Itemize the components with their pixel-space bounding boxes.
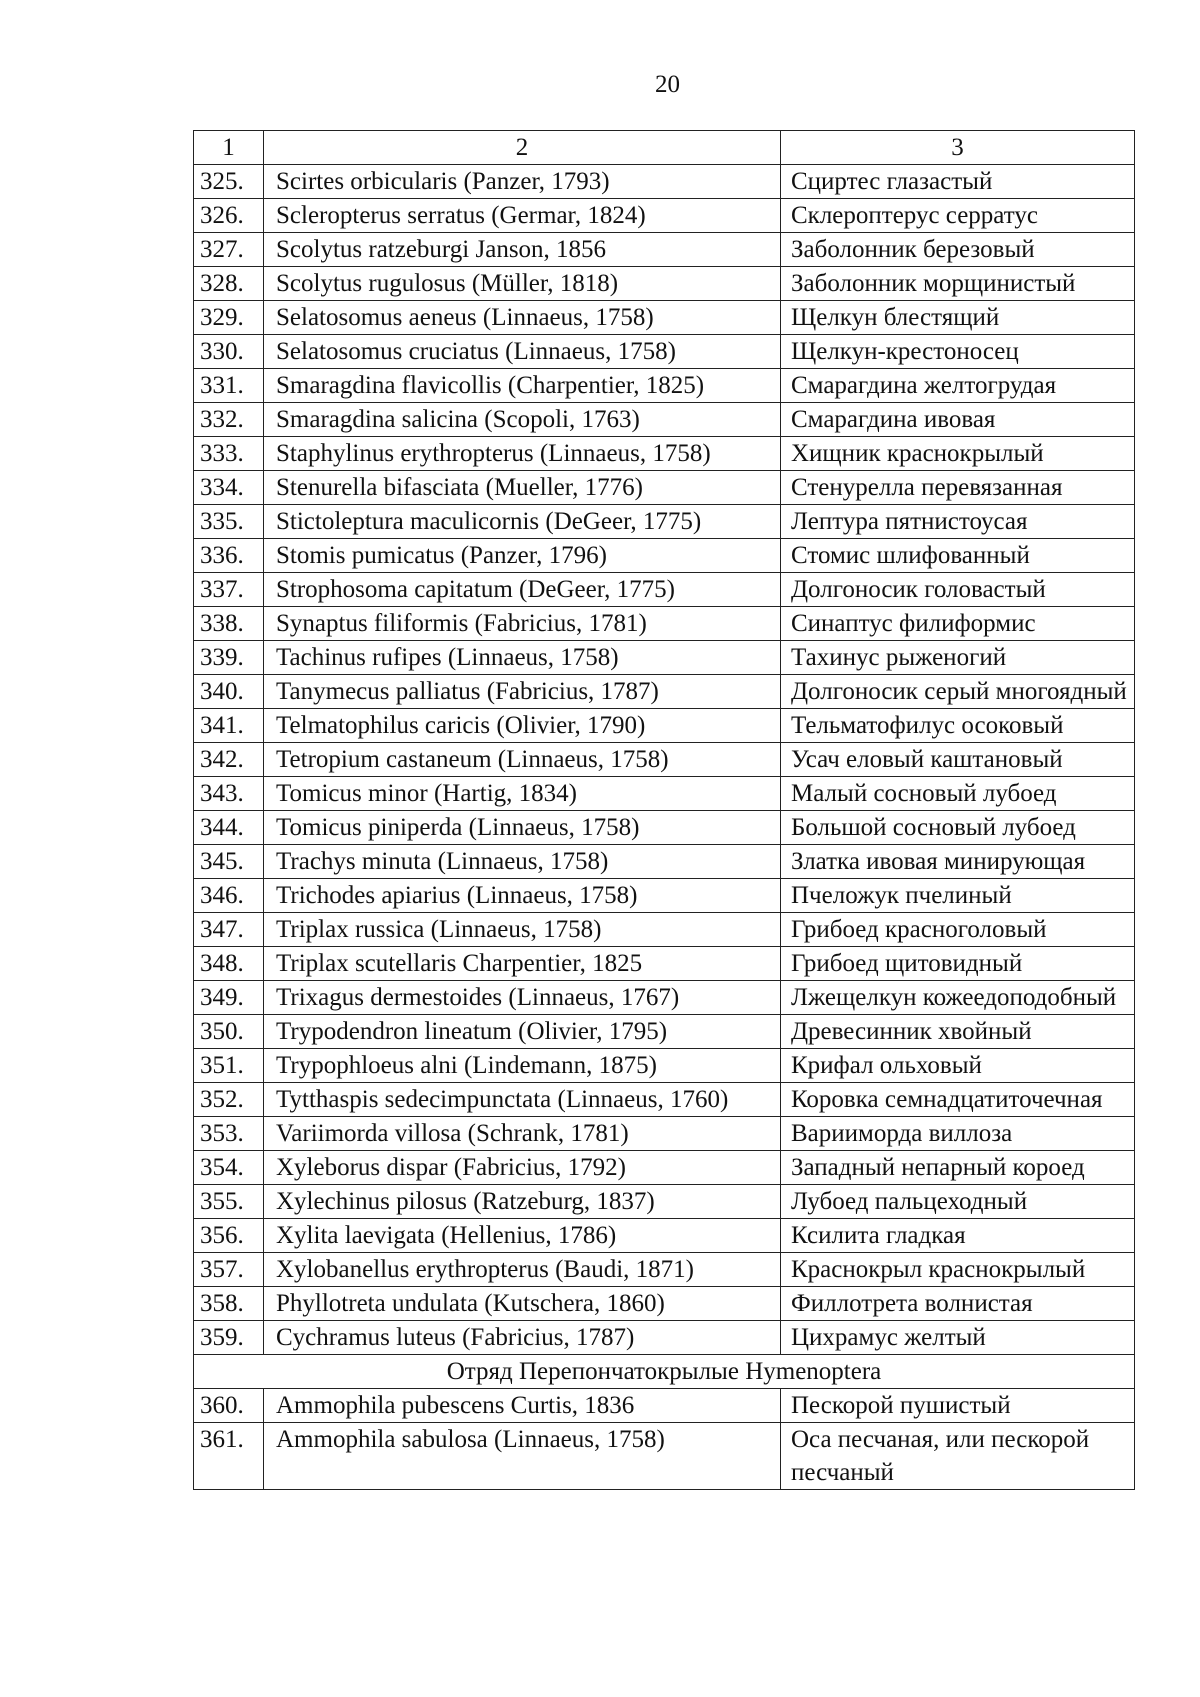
page-number: 20 bbox=[655, 71, 680, 98]
russian-name: Вариимордa виллоза bbox=[781, 1117, 1135, 1151]
table-row bbox=[194, 335, 1135, 369]
russian-name: Крифал ольховый bbox=[781, 1049, 1135, 1083]
row-number: 350. bbox=[194, 1015, 264, 1049]
table-header-row bbox=[194, 131, 1135, 165]
russian-name: Склероптерус серратус bbox=[781, 199, 1135, 233]
table-row bbox=[194, 1321, 1135, 1355]
russian-name: Щелкун блестящий bbox=[781, 301, 1135, 335]
table-row bbox=[194, 1423, 1135, 1490]
section-heading-row bbox=[194, 1355, 1135, 1389]
latin-name: Selatosomus aeneus (Linnaeus, 1758) bbox=[264, 301, 781, 335]
russian-name: Лжещелкун кожеедоподобный bbox=[781, 981, 1135, 1015]
table-row bbox=[194, 539, 1135, 573]
table-row bbox=[194, 505, 1135, 539]
species-table-body bbox=[194, 131, 1135, 1490]
table-row bbox=[194, 981, 1135, 1015]
russian-name: Смарагдина ивовая bbox=[781, 403, 1135, 437]
russian-name: Коровка семнадцатиточечная bbox=[781, 1083, 1135, 1117]
latin-name: Stictoleptura maculicornis (DeGeer, 1775) bbox=[264, 505, 781, 539]
row-number: 353. bbox=[194, 1117, 264, 1151]
row-number: 344. bbox=[194, 811, 264, 845]
table-row bbox=[194, 301, 1135, 335]
row-number: 337. bbox=[194, 573, 264, 607]
russian-name: Долгоносик головастый bbox=[781, 573, 1135, 607]
latin-name: Scirtes orbicularis (Panzer, 1793) bbox=[264, 165, 781, 199]
row-number: 333. bbox=[194, 437, 264, 471]
latin-name: Xylechinus pilosus (Ratzeburg, 1837) bbox=[264, 1185, 781, 1219]
russian-name: Лубоед пальцеходный bbox=[781, 1185, 1135, 1219]
latin-name: Cychramus luteus (Fabricius, 1787) bbox=[264, 1321, 781, 1355]
russian-name: Стомис шлифованный bbox=[781, 539, 1135, 573]
row-number: 332. bbox=[194, 403, 264, 437]
table-row bbox=[194, 165, 1135, 199]
row-number: 347. bbox=[194, 913, 264, 947]
russian-name: Ксилита гладкая bbox=[781, 1219, 1135, 1253]
latin-name: Selatosomus cruciatus (Linnaeus, 1758) bbox=[264, 335, 781, 369]
latin-name: Triplax scutellaris Charpentier, 1825 bbox=[264, 947, 781, 981]
russian-name: Краснокрыл краснокрылый bbox=[781, 1253, 1135, 1287]
russian-name: Цихрамус желтый bbox=[781, 1321, 1135, 1355]
table-row bbox=[194, 913, 1135, 947]
russian-name: Заболонник морщинистый bbox=[781, 267, 1135, 301]
russian-name: Лептура пятнистоусая bbox=[781, 505, 1135, 539]
latin-name: Stomis pumicatus (Panzer, 1796) bbox=[264, 539, 781, 573]
latin-name: Trichodes apiarius (Linnaeus, 1758) bbox=[264, 879, 781, 913]
table-row bbox=[194, 1219, 1135, 1253]
table-row bbox=[194, 879, 1135, 913]
row-number: 356. bbox=[194, 1219, 264, 1253]
latin-name: Tetropium castaneum (Linnaeus, 1758) bbox=[264, 743, 781, 777]
table-row bbox=[194, 1253, 1135, 1287]
latin-name: Tomicus piniperda (Linnaeus, 1758) bbox=[264, 811, 781, 845]
table-row bbox=[194, 811, 1135, 845]
latin-name: Scleropterus serratus (Germar, 1824) bbox=[264, 199, 781, 233]
row-number: 327. bbox=[194, 233, 264, 267]
russian-name: Древесинник хвойный bbox=[781, 1015, 1135, 1049]
table-row bbox=[194, 199, 1135, 233]
russian-name: Тахинус рыженогий bbox=[781, 641, 1135, 675]
latin-name: Xylita laevigata (Hellenius, 1786) bbox=[264, 1219, 781, 1253]
table-row bbox=[194, 641, 1135, 675]
row-number: 341. bbox=[194, 709, 264, 743]
row-number: 354. bbox=[194, 1151, 264, 1185]
russian-name: Малый сосновый лубоед bbox=[781, 777, 1135, 811]
row-number: 351. bbox=[194, 1049, 264, 1083]
russian-name: Долгоносик серый многоядный bbox=[781, 675, 1135, 709]
russian-name: Филлотрета волнистая bbox=[781, 1287, 1135, 1321]
section-heading: Отряд Перепончатокрылые Hymenoptera bbox=[194, 1355, 1135, 1389]
russian-name: Пескорой пушистый bbox=[781, 1389, 1135, 1423]
latin-name: Tomicus minor (Hartig, 1834) bbox=[264, 777, 781, 811]
species-table bbox=[193, 130, 1135, 1490]
row-number: 340. bbox=[194, 675, 264, 709]
latin-name: Trypophloeus alni (Lindemann, 1875) bbox=[264, 1049, 781, 1083]
row-number: 346. bbox=[194, 879, 264, 913]
russian-name: Сциртес глазастый bbox=[781, 165, 1135, 199]
russian-name: Оса песчаная, или пескорой песчаный bbox=[781, 1423, 1135, 1490]
row-number: 355. bbox=[194, 1185, 264, 1219]
russian-name: Златка ивовая минирующая bbox=[781, 845, 1135, 879]
table-row bbox=[194, 1151, 1135, 1185]
table-row bbox=[194, 709, 1135, 743]
latin-name: Triplax russica (Linnaeus, 1758) bbox=[264, 913, 781, 947]
table-row bbox=[194, 1287, 1135, 1321]
russian-name: Пчеложук пчелиный bbox=[781, 879, 1135, 913]
row-number: 331. bbox=[194, 369, 264, 403]
table-row bbox=[194, 947, 1135, 981]
russian-name: Большой сосновый лубоед bbox=[781, 811, 1135, 845]
russian-name: Заболонник березовый bbox=[781, 233, 1135, 267]
table-row bbox=[194, 233, 1135, 267]
russian-name: Синаптус филиформис bbox=[781, 607, 1135, 641]
latin-name: Tanymecus palliatus (Fabricius, 1787) bbox=[264, 675, 781, 709]
row-number: 328. bbox=[194, 267, 264, 301]
latin-name: Smaragdina flavicollis (Charpentier, 1825) bbox=[264, 369, 781, 403]
latin-name: Trixagus dermestoides (Linnaeus, 1767) bbox=[264, 981, 781, 1015]
latin-name: Stenurella bifasciata (Mueller, 1776) bbox=[264, 471, 781, 505]
latin-name: Synaptus filiformis (Fabricius, 1781) bbox=[264, 607, 781, 641]
header-col-1: 1 bbox=[194, 131, 264, 165]
russian-name: Грибоед щитовидный bbox=[781, 947, 1135, 981]
row-number: 342. bbox=[194, 743, 264, 777]
russian-name: Щелкун-крестоносец bbox=[781, 335, 1135, 369]
table-row bbox=[194, 403, 1135, 437]
table-row bbox=[194, 1049, 1135, 1083]
latin-name: Tachinus rufipes (Linnaeus, 1758) bbox=[264, 641, 781, 675]
russian-name: Тельматофилус осоковый bbox=[781, 709, 1135, 743]
row-number: 335. bbox=[194, 505, 264, 539]
latin-name: Staphylinus erythropterus (Linnaeus, 1758) bbox=[264, 437, 781, 471]
latin-name: Scolytus rugulosus (Müller, 1818) bbox=[264, 267, 781, 301]
row-number: 330. bbox=[194, 335, 264, 369]
table-row bbox=[194, 1015, 1135, 1049]
row-number: 326. bbox=[194, 199, 264, 233]
table-row bbox=[194, 437, 1135, 471]
row-number: 339. bbox=[194, 641, 264, 675]
latin-name: Trypodendron lineatum (Olivier, 1795) bbox=[264, 1015, 781, 1049]
latin-name: Trachys minuta (Linnaeus, 1758) bbox=[264, 845, 781, 879]
russian-name: Смарагдина желтогрудая bbox=[781, 369, 1135, 403]
table-row bbox=[194, 845, 1135, 879]
russian-name: Грибоед красноголовый bbox=[781, 913, 1135, 947]
latin-name: Telmatophilus caricis (Olivier, 1790) bbox=[264, 709, 781, 743]
row-number: 348. bbox=[194, 947, 264, 981]
row-number: 349. bbox=[194, 981, 264, 1015]
latin-name: Xylobanellus erythropterus (Baudi, 1871) bbox=[264, 1253, 781, 1287]
table-row bbox=[194, 607, 1135, 641]
row-number: 361. bbox=[194, 1423, 264, 1490]
table-row bbox=[194, 1083, 1135, 1117]
table-row bbox=[194, 1389, 1135, 1423]
row-number: 343. bbox=[194, 777, 264, 811]
row-number: 360. bbox=[194, 1389, 264, 1423]
row-number: 325. bbox=[194, 165, 264, 199]
latin-name: Xyleborus dispar (Fabricius, 1792) bbox=[264, 1151, 781, 1185]
header-col-3: 3 bbox=[781, 131, 1135, 165]
latin-name: Scolytus ratzeburgi Janson, 1856 bbox=[264, 233, 781, 267]
table-row bbox=[194, 267, 1135, 301]
table-row bbox=[194, 1117, 1135, 1151]
table-row bbox=[194, 675, 1135, 709]
row-number: 358. bbox=[194, 1287, 264, 1321]
table-row bbox=[194, 743, 1135, 777]
russian-name: Западный непарный короед bbox=[781, 1151, 1135, 1185]
row-number: 352. bbox=[194, 1083, 264, 1117]
table-row bbox=[194, 573, 1135, 607]
russian-name: Усач еловый каштановый bbox=[781, 743, 1135, 777]
latin-name: Tytthaspis sedecimpunctata (Linnaeus, 1760) bbox=[264, 1083, 781, 1117]
row-number: 336. bbox=[194, 539, 264, 573]
row-number: 334. bbox=[194, 471, 264, 505]
row-number: 357. bbox=[194, 1253, 264, 1287]
latin-name: Variimorda villosa (Schrank, 1781) bbox=[264, 1117, 781, 1151]
table-row bbox=[194, 369, 1135, 403]
latin-name: Phyllotreta undulata (Kutschera, 1860) bbox=[264, 1287, 781, 1321]
row-number: 345. bbox=[194, 845, 264, 879]
row-number: 338. bbox=[194, 607, 264, 641]
table-row bbox=[194, 471, 1135, 505]
russian-name: Стенурелла перевязанная bbox=[781, 471, 1135, 505]
latin-name: Ammophila sabulosa (Linnaeus, 1758) bbox=[264, 1423, 781, 1490]
latin-name: Smaragdina salicina (Scopoli, 1763) bbox=[264, 403, 781, 437]
row-number: 359. bbox=[194, 1321, 264, 1355]
russian-name: Хищник краснокрылый bbox=[781, 437, 1135, 471]
latin-name: Ammophila pubescens Curtis, 1836 bbox=[264, 1389, 781, 1423]
latin-name: Strophosoma capitatum (DeGeer, 1775) bbox=[264, 573, 781, 607]
table-row bbox=[194, 1185, 1135, 1219]
table-row bbox=[194, 777, 1135, 811]
row-number: 329. bbox=[194, 301, 264, 335]
header-col-2: 2 bbox=[264, 131, 781, 165]
